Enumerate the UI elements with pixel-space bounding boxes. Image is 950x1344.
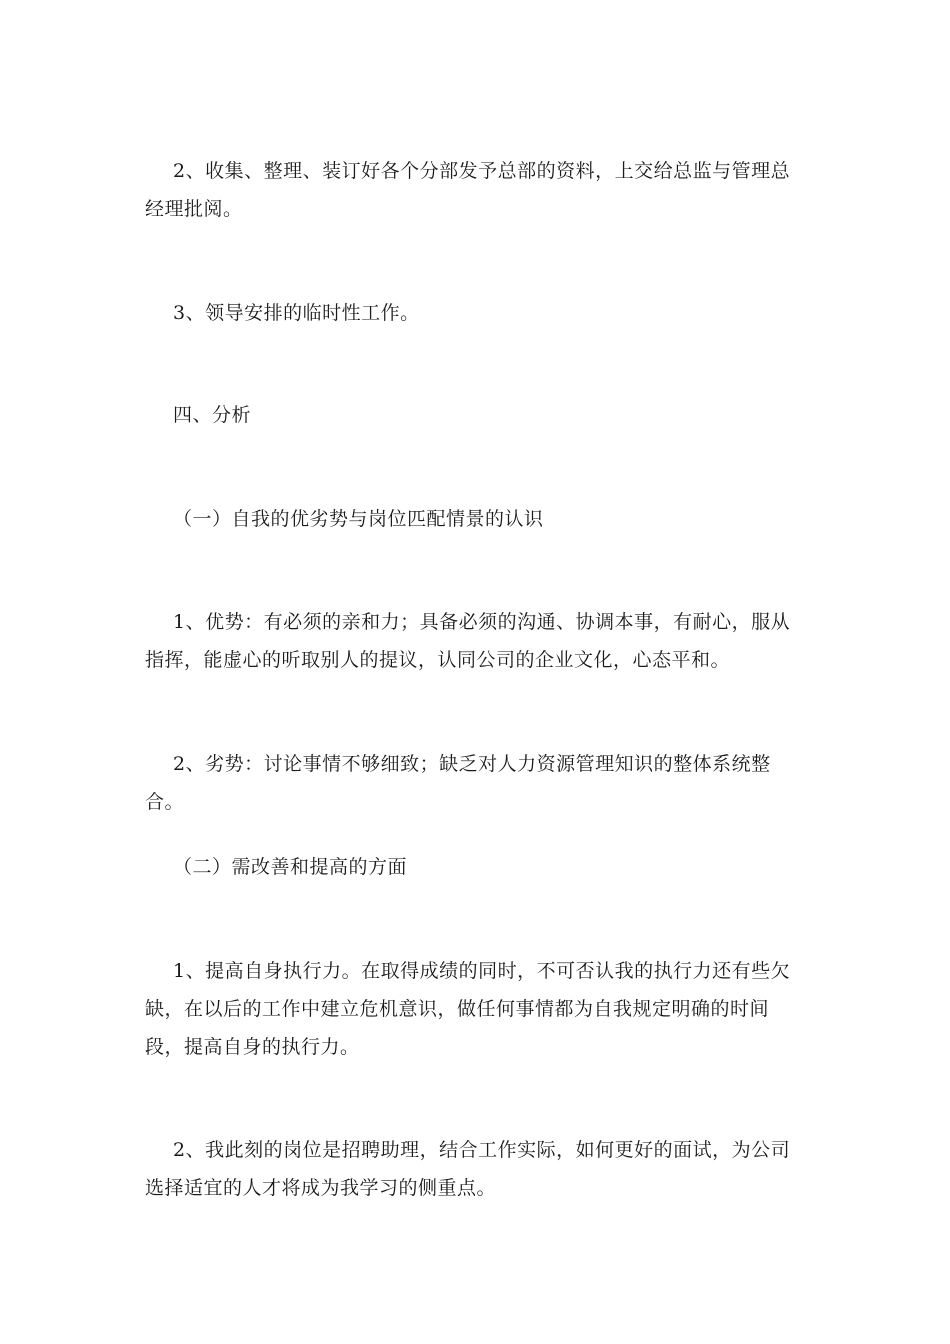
paragraph-weaknesses: 2、劣势：讨论事情不够细致；缺乏对人力资源管理知识的整体系统整合。 — [145, 753, 771, 813]
paragraph-recruiting-focus: 2、我此刻的岗位是招聘助理，结合工作实际，如何更好的面试，为公司选择适宜的人才将成为我学习的侧重点。 — [145, 1139, 791, 1199]
subheading-improvements: （二）需改善和提高的方面 — [173, 856, 408, 878]
paragraph-strengths: 1、优势：有必须的亲和力；具备必须的沟通、协调本事，有耐心，服从指挥，能虚心的听取别人的提议，认同公司的企业文化，心态平和。 — [145, 611, 791, 671]
subheading-self-assessment: （一）自我的优劣势与岗位匹配情景的认识 — [173, 508, 544, 530]
section-heading-analysis: 四、分析 — [173, 404, 252, 426]
paragraph-execution: 1、提高自身执行力。在取得成绩的同时，不可否认我的执行力还有些欠缺，在以后的工作中建立危机意识，做任何事情都为自我规定明确的时间段，提高自身的执行力。 — [145, 960, 791, 1058]
paragraph-temporary-work: 3、领导安排的临时性工作。 — [173, 302, 420, 324]
paragraph-collect-materials: 2、收集、整理、装订好各个分部发予总部的资料，上交给总监与管理总经理批阅。 — [145, 160, 791, 220]
